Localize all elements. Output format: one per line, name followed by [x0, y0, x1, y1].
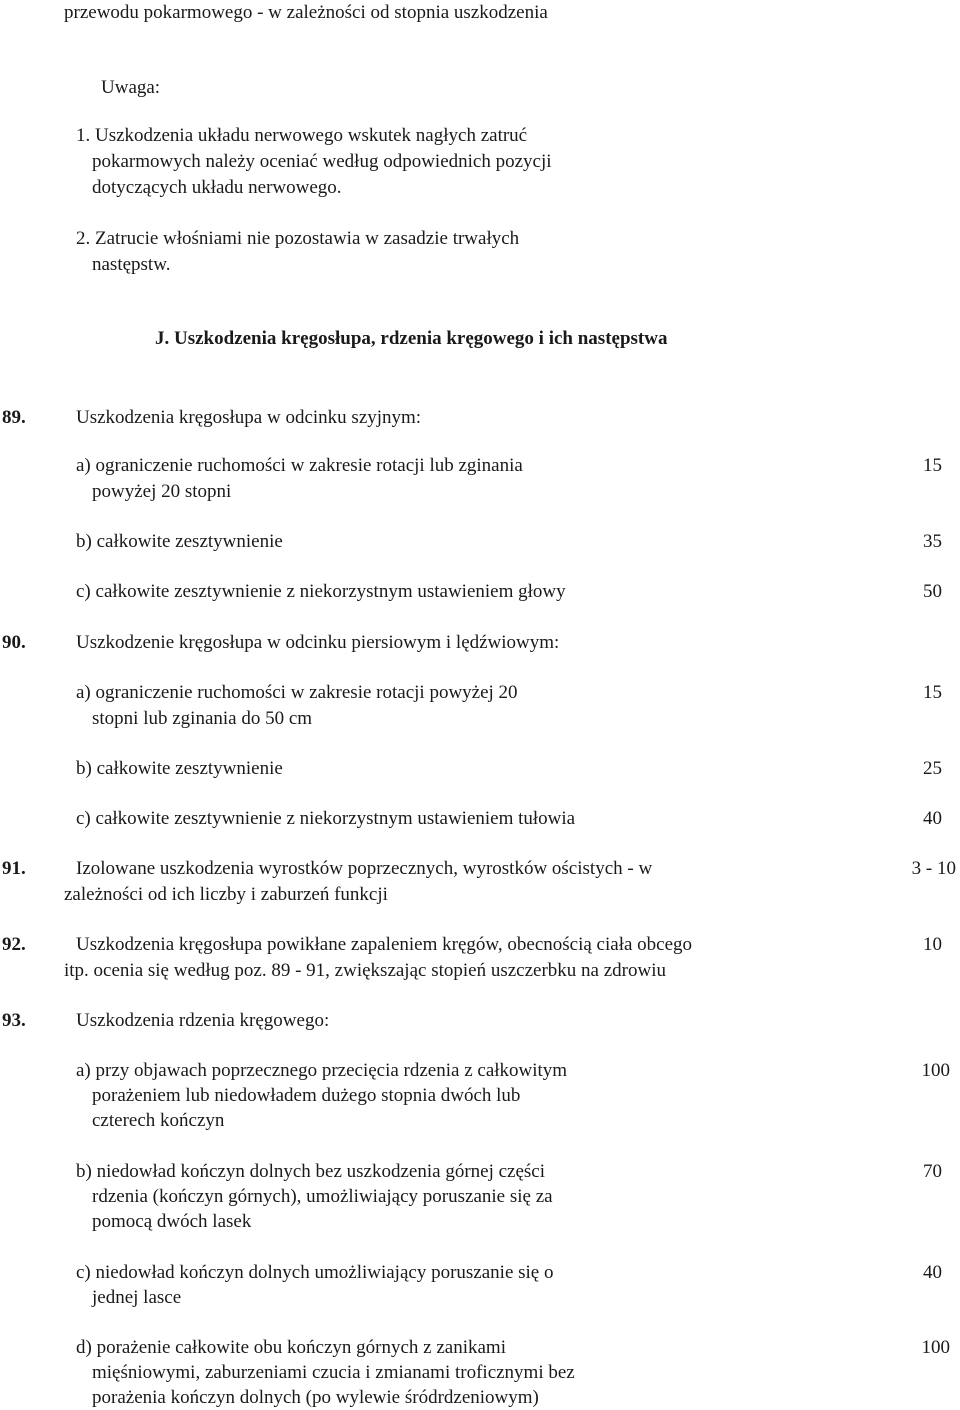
item-number-90: 90.: [2, 632, 26, 653]
intro-line: przewodu pokarmowego - w zależności od stopnia uszkodzenia: [64, 2, 548, 23]
note-2-line-1: 2. Zatrucie włośniami nie pozostawia w zasadzie trwałych: [76, 228, 520, 249]
note-label: Uwaga:: [101, 77, 161, 98]
item-92-value: 10: [923, 934, 942, 955]
item-90-c-value: 40: [923, 808, 942, 829]
item-93-a-line-1: a) przy objawach poprzecznego przecięcia rdzenia z całkowitym: [76, 1060, 568, 1081]
item-91-line-2: zależności od ich liczby i zaburzeń funkcji: [64, 884, 388, 905]
item-91-line-1: Izolowane uszkodzenia wyrostków poprzecznych, wyrostków ościstych - w: [76, 858, 653, 879]
item-93-c-line-1: c) niedowład kończyn dolnych umożliwiający poruszanie się o: [76, 1262, 554, 1283]
item-89-b: b) całkowite zesztywnienie: [76, 531, 283, 552]
item-90-a-value: 15: [923, 682, 942, 703]
item-90-a-line-2: stopni lub zginania do 50 cm: [92, 708, 313, 729]
note-1-line-2: pokarmowych należy oceniać według odpowiednich pozycji: [92, 151, 552, 172]
item-93-d-line-1: d) porażenie całkowite obu kończyn górnych z zanikami: [76, 1337, 506, 1358]
item-93-a-line-3: czterech kończyn: [92, 1110, 225, 1131]
note-1-line-3: dotyczących układu nerwowego.: [92, 177, 342, 198]
item-93-d-value: 100: [921, 1337, 950, 1358]
item-90-c: c) całkowite zesztywnienie z niekorzystnym ustawieniem tułowia: [76, 808, 576, 829]
note-1-line-1: 1. Uszkodzenia układu nerwowego wskutek nagłych zatruć: [76, 125, 528, 146]
item-90-b: b) całkowite zesztywnienie: [76, 758, 283, 779]
item-93-b-line-3: pomocą dwóch lasek: [92, 1211, 252, 1232]
item-89-title: Uszkodzenia kręgosłupa w odcinku szyjnym:: [76, 407, 422, 428]
item-number-92: 92.: [2, 934, 26, 955]
item-89-c: c) całkowite zesztywnienie z niekorzystnym ustawieniem głowy: [76, 581, 566, 602]
item-93-d-line-3: porażenia kończyn dolnych (po wylewie śródrdzeniowym): [92, 1387, 539, 1408]
item-number-91: 91.: [2, 858, 26, 879]
section-heading: J. Uszkodzenia kręgosłupa, rdzenia kręgowego i ich następstwa: [155, 328, 668, 349]
item-89-b-value: 35: [923, 531, 942, 552]
item-89-c-value: 50: [923, 581, 942, 602]
item-93-c-value: 40: [923, 1262, 942, 1283]
item-89-a-line-1: a) ograniczenie ruchomości w zakresie rotacji lub zginania: [76, 455, 523, 476]
item-90-title: Uszkodzenie kręgosłupa w odcinku piersiowym i lędźwiowym:: [76, 632, 560, 653]
item-93-c-line-2: jednej lasce: [92, 1287, 182, 1308]
item-93-b-line-2: rdzenia (kończyn górnych), umożliwiający poruszanie się za: [92, 1186, 553, 1207]
item-number-89: 89.: [2, 407, 26, 428]
item-93-b-line-1: b) niedowład kończyn dolnych bez uszkodzenia górnej części: [76, 1161, 546, 1182]
item-93-a-line-2: porażeniem lub niedowładem dużego stopnia dwóch lub: [92, 1085, 521, 1106]
item-93-d-line-2: mięśniowymi, zaburzeniami czucia i zmianami troficznymi bez: [92, 1362, 575, 1383]
item-89-a-value: 15: [923, 455, 942, 476]
item-92-line-1: Uszkodzenia kręgosłupa powikłane zapaleniem kręgów, obecnością ciała obcego: [76, 934, 693, 955]
item-90-b-value: 25: [923, 758, 942, 779]
item-93-b-value: 70: [923, 1161, 942, 1182]
item-91-value: 3 - 10: [911, 858, 956, 879]
item-number-93: 93.: [2, 1010, 26, 1031]
item-92-line-2: itp. ocenia się według poz. 89 - 91, zwiększając stopień uszczerbku na zdrowiu: [64, 960, 666, 981]
item-89-a-line-2: powyżej 20 stopni: [92, 481, 232, 502]
item-93-title: Uszkodzenia rdzenia kręgowego:: [76, 1010, 330, 1031]
note-2-line-2: następstw.: [92, 254, 171, 275]
item-90-a-line-1: a) ograniczenie ruchomości w zakresie rotacji powyżej 20: [76, 682, 518, 703]
item-93-a-value: 100: [921, 1060, 950, 1081]
